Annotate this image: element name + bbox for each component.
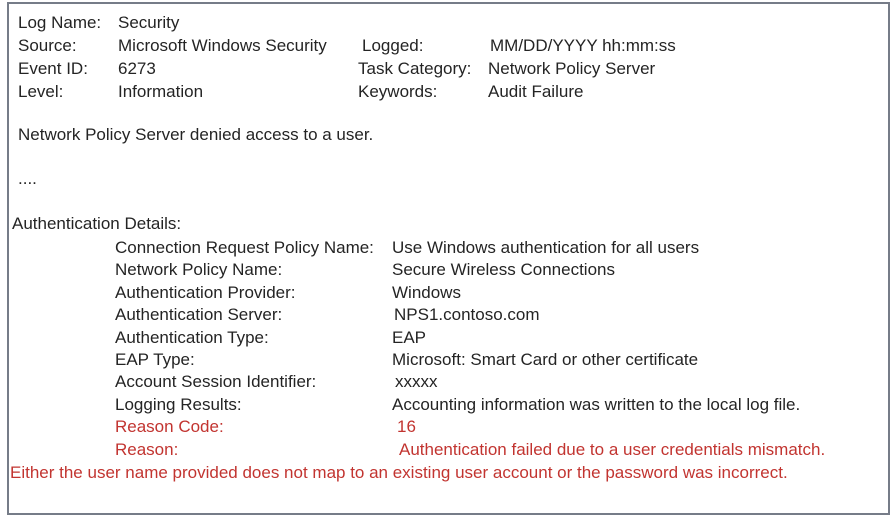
detail-label: Connection Request Policy Name:: [115, 238, 374, 257]
header-row-log-name: [0, 11, 896, 34]
detail-row-authentication-type: [0, 326, 896, 349]
field-label: Task Category:: [358, 59, 472, 78]
detail-value: xxxxx: [395, 372, 438, 391]
field-label: Log Name:: [18, 13, 102, 32]
detail-label: Account Session Identifier:: [115, 372, 317, 391]
detail-row-network-policy-name: [0, 258, 896, 281]
detail-row-eap-type: [0, 348, 896, 371]
detail-row-reason: [0, 438, 896, 461]
field-label: Logged:: [362, 36, 424, 55]
detail-value: Use Windows authentication for all users: [392, 238, 700, 257]
detail-label: Authentication Provider:: [115, 283, 296, 302]
field-label: Level:: [18, 82, 64, 101]
detail-label: Reason Code:: [115, 417, 224, 436]
reason-explanation-text: Either the user name provided does not map to an existing user account or the password was incorrect.: [10, 463, 788, 482]
field-value: 6273: [118, 59, 156, 78]
detail-value: EAP: [392, 328, 427, 347]
detail-value: NPS1.contoso.com: [394, 305, 540, 324]
detail-value: Accounting information was written to the local log file.: [392, 395, 801, 414]
field-label: Event ID:: [18, 59, 88, 78]
field-value: Network Policy Server: [488, 59, 656, 78]
detail-row-connection-request-policy: [0, 236, 896, 259]
field-label: Keywords:: [358, 82, 438, 101]
detail-label: Reason:: [115, 440, 179, 459]
field-value: Microsoft Windows Security: [118, 36, 327, 55]
field-value: Security: [118, 13, 180, 32]
detail-row-authentication-server: [0, 303, 896, 326]
field-value: Information: [118, 82, 204, 101]
authentication-details-heading: Authentication Details:: [12, 214, 182, 233]
detail-value: Windows: [392, 283, 461, 302]
detail-value: Authentication failed due to a user credentials mismatch.: [399, 440, 826, 459]
detail-value: Secure Wireless Connections: [392, 260, 615, 279]
header-row-eventid-taskcategory: [0, 57, 896, 80]
field-value: Audit Failure: [488, 82, 584, 101]
detail-value: 16: [397, 417, 416, 436]
header-row-level-keywords: [0, 80, 896, 103]
field-label: Source:: [18, 36, 77, 55]
detail-row-logging-results: [0, 393, 896, 416]
ellipsis-line: ....: [18, 169, 37, 188]
event-description: Network Policy Server denied access to a user.: [18, 125, 374, 144]
detail-label: Network Policy Name:: [115, 260, 283, 279]
detail-label: Logging Results:: [115, 395, 242, 414]
detail-value: Microsoft: Smart Card or other certificate: [392, 350, 699, 369]
field-value: MM/DD/YYYY hh:mm:ss: [490, 36, 676, 55]
detail-label: Authentication Server:: [115, 305, 283, 324]
detail-label: EAP Type:: [115, 350, 195, 369]
detail-row-reason-code: [0, 415, 896, 438]
detail-row-account-session-identifier: [0, 370, 896, 393]
detail-row-authentication-provider: [0, 281, 896, 304]
header-row-source-logged: [0, 34, 896, 57]
detail-label: Authentication Type:: [115, 328, 269, 347]
